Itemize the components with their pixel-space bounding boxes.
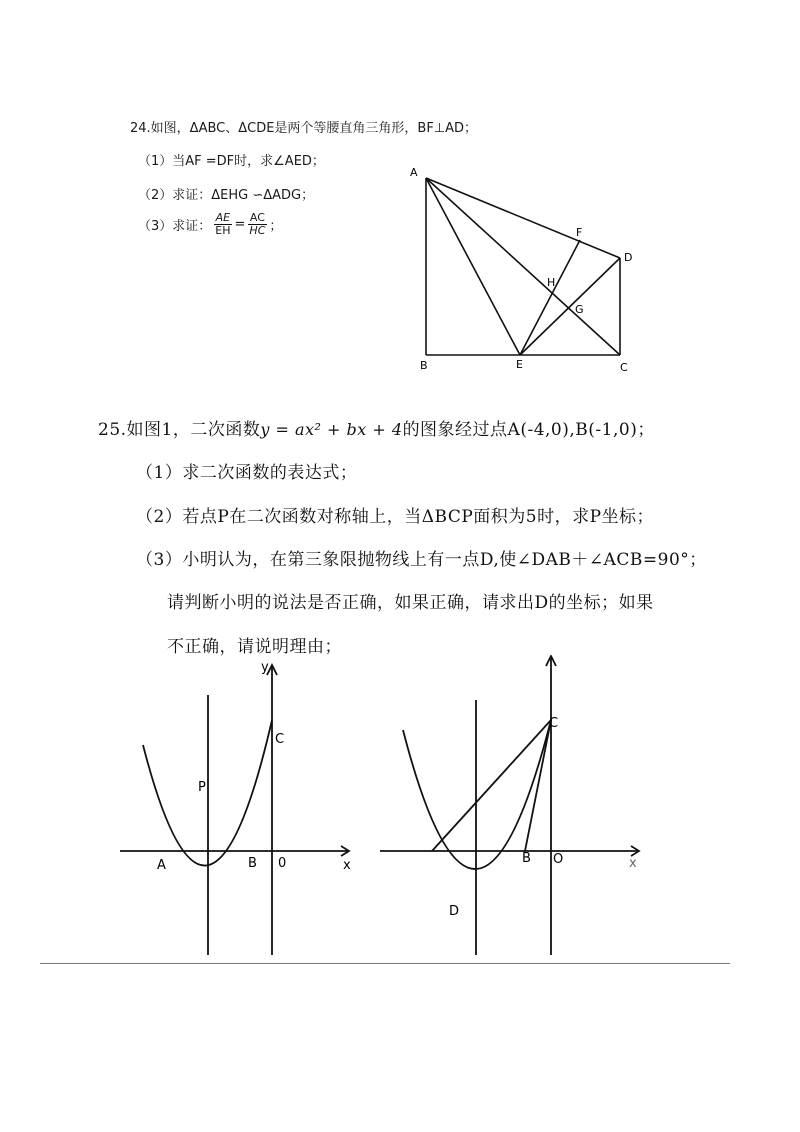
fraction-numerator: AE [215,211,231,224]
fraction-denominator: EH [215,224,231,237]
q24-intro: 24.如图，ΔABC、ΔCDE是两个等腰直角三角形，BF⊥AD； [130,121,478,136]
q25-figure-2 [375,655,645,965]
segment-ef [520,240,580,355]
q25-intro-b: 的图象经过点A(-4,0),B(-1,0)； [402,420,655,440]
q25-part1: （1）求二次函数的表达式； [136,463,358,483]
label-a: A [410,166,418,179]
origin-label: O [553,852,564,867]
q24-geometry-figure [400,160,650,380]
q25-intro-a: 25.如图1，二次函数 [98,420,261,440]
q24-part3 [138,212,282,237]
q25-part3-line3: 不正确，请说明理由； [167,637,342,657]
label-c: C [620,361,628,374]
x-axis-label: x [629,856,637,871]
equals-sign: = [234,217,246,232]
q25-part3-line2: 请判断小明的说法是否正确，如果正确，请求出D的坐标；如果 [167,593,654,613]
segment-ac [426,178,620,355]
q25-part2: （2）若点P在二次函数对称轴上，当ΔBCP面积为5时，求P坐标； [136,507,655,527]
point-p-label: P [198,780,206,795]
q24-part2: （2）求证：ΔEHG ∽ΔADG； [138,188,315,203]
label-b: B [420,359,428,372]
label-e: E [516,358,523,371]
fraction-denominator: HC [249,224,266,237]
q25-formula: y = ax² + bx + 4 [260,420,403,439]
segment-ad [426,178,620,258]
point-c-label: C [549,716,559,731]
segment-ae [426,178,520,355]
point-d-label: D [449,904,460,919]
segment-bc [525,720,551,851]
point-c-label: C [275,732,285,747]
label-d: D [624,251,633,264]
q24-part3-suffix: ； [269,219,283,234]
label-h: H [547,276,556,289]
parabola [403,720,551,869]
point-b-label: B [248,856,257,871]
y-axis-label: y [261,660,269,675]
fraction-ae-eh [213,212,232,237]
origin-label: 0 [278,856,287,871]
label-g: G [575,303,584,316]
point-b-label: B [522,851,531,866]
q25-figure-1 [115,655,365,965]
q25-part3-line1: （3）小明认为，在第三象限抛物线上有一点D,使∠DAB＋∠ACB=90°； [136,550,707,570]
point-a-label: A [157,858,166,873]
page-divider [40,963,730,964]
q25-intro [98,415,655,440]
fraction-numerator: AC [249,211,265,224]
fraction-ac-hc [247,212,267,237]
q24-part3-prefix: （3）求证： [138,219,212,234]
label-f: F [576,226,583,239]
q24-part1: （1）当AF =DF时，求∠AED； [138,154,325,169]
x-axis-label: x [343,858,351,873]
segment-ac [432,720,551,851]
